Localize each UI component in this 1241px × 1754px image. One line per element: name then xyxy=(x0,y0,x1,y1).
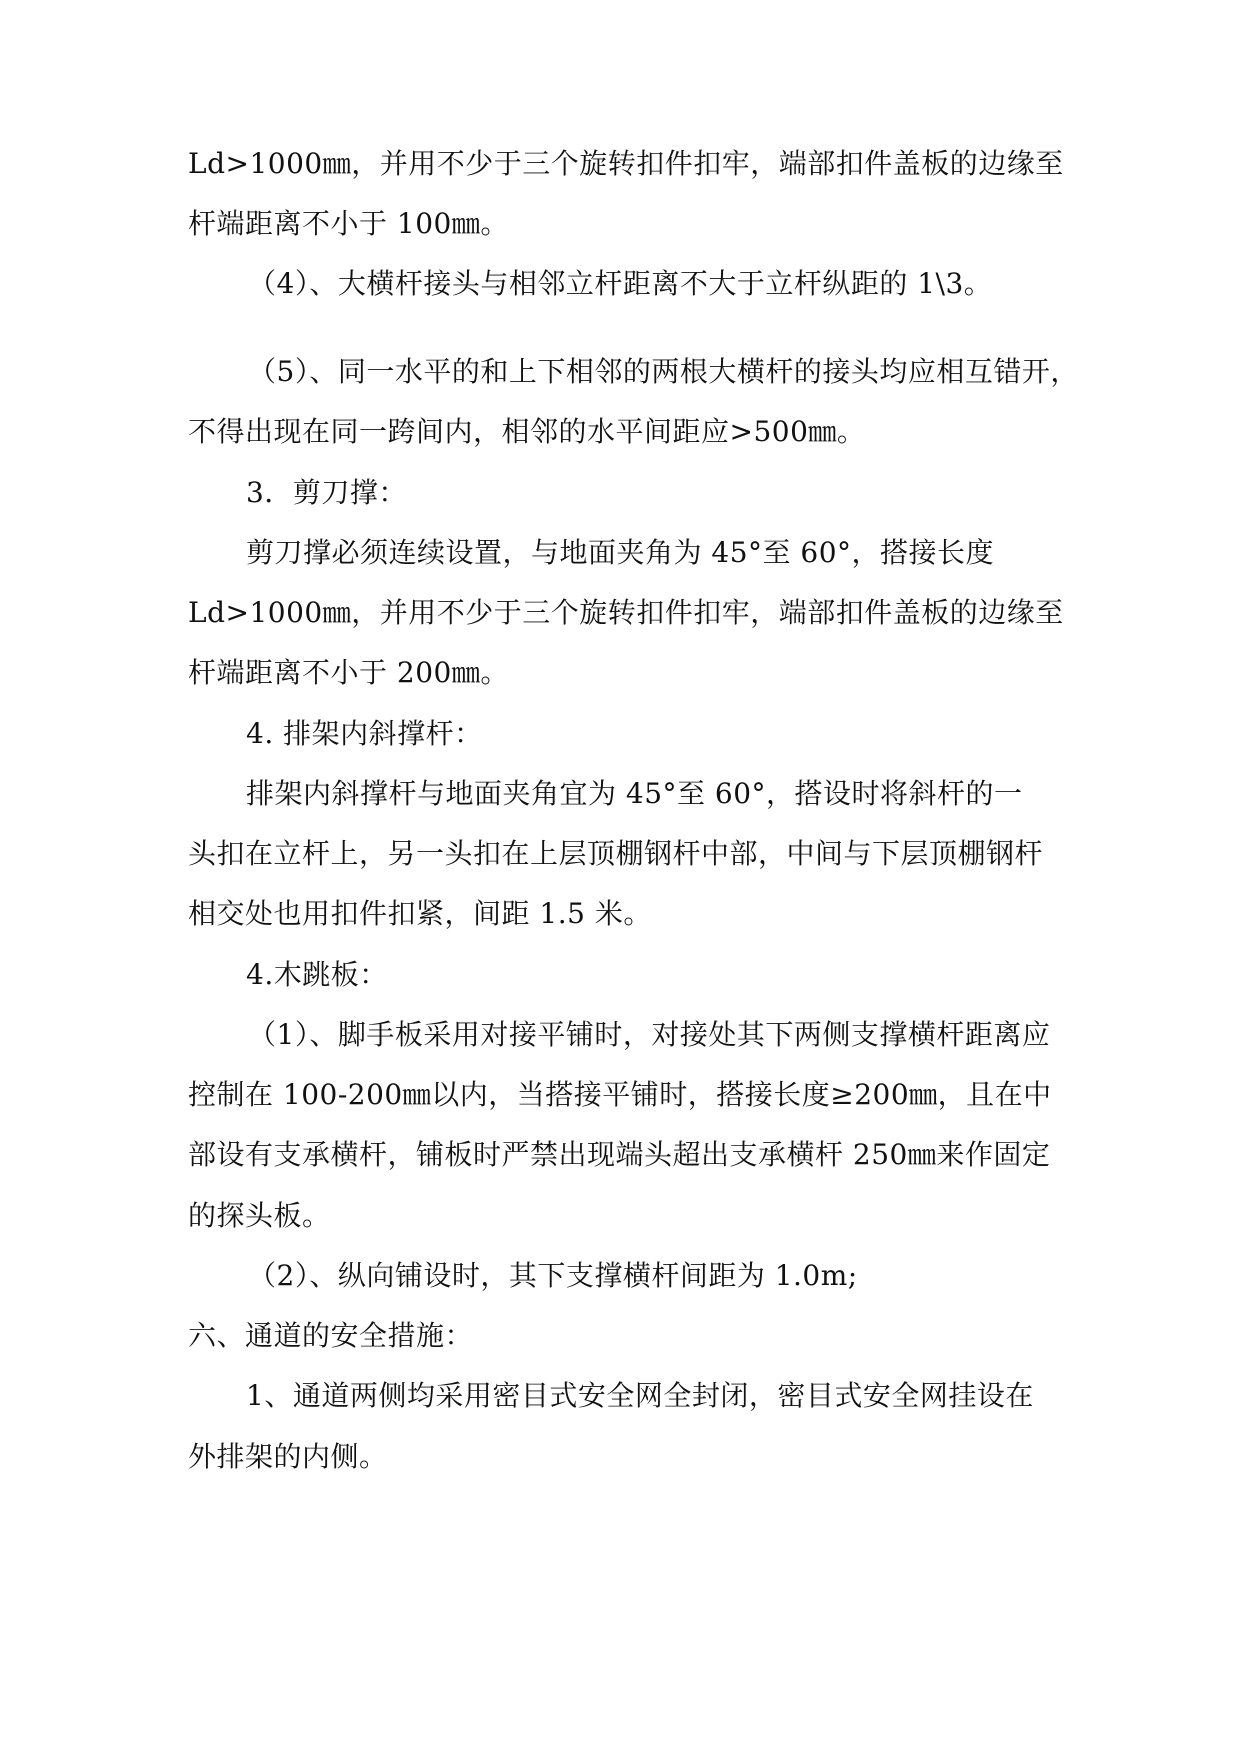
paragraph-line: Ld>1000㎜，并用不少于三个旋转扣件扣牢，端部扣件盖板的边缘至 xyxy=(188,596,1064,629)
paragraph-line: 排架内斜撑杆与地面夹角宜为 45°至 60°，搭设时将斜杆的一 xyxy=(246,777,1023,810)
paragraph-line: 不得出现在同一跨间内，相邻的水平间距应>500㎜。 xyxy=(188,415,866,448)
paragraph-line: 的探头板。 xyxy=(188,1199,331,1232)
paragraph-line: 剪刀撑必须连续设置，与地面夹角为 45°至 60°，搭接长度 xyxy=(246,536,995,569)
paragraph-line: 头扣在立杆上，另一头扣在上层顶棚钢杆中部，中间与下层顶棚钢杆 xyxy=(188,837,1044,870)
list-item-4: （4）、大横杆接头与相邻立杆距离不大于立杆纵距的 1\3。 xyxy=(248,267,993,300)
paragraph-line: 部设有支承横杆，铺板时严禁出现端头超出支承横杆 250㎜来作固定 xyxy=(188,1138,1051,1171)
paragraph-line: 1、通道两侧均采用密目式安全网全封闭，密目式安全网挂设在 xyxy=(246,1379,1034,1412)
section-heading-scaffold-board: 4.木跳板： xyxy=(246,958,388,991)
paragraph-line: Ld>1000㎜，并用不少于三个旋转扣件扣牢，端部扣件盖板的边缘至 xyxy=(188,147,1064,180)
section-heading-scissor-brace: 3．剪刀撑： xyxy=(246,476,407,509)
paragraph-line: 杆端距离不小于 200㎜。 xyxy=(188,656,509,689)
paragraph-line: 控制在 100-200㎜以内，当搭接平铺时，搭接长度≥200㎜，且在中 xyxy=(188,1078,1052,1111)
paragraph-line: 相交处也用扣件扣紧，间距 1.5 米。 xyxy=(188,897,652,930)
paragraph-line: 杆端距离不小于 100㎜。 xyxy=(188,207,509,240)
list-item-1: （1）、脚手板采用对接平铺时，对接处其下两侧支撑横杆距离应 xyxy=(248,1018,1051,1051)
list-item-5: （5）、同一水平的和上下相邻的两根大横杆的接头均应相互错开， xyxy=(248,355,1079,388)
paragraph-line: 外排架的内侧。 xyxy=(188,1440,388,1473)
list-item-2: （2）、纵向铺设时，其下支撑横杆间距为 1.0m; xyxy=(248,1259,858,1292)
section-heading-passage-safety: 六、通道的安全措施： xyxy=(188,1319,474,1352)
section-heading-diagonal-brace: 4. 排架内斜撑杆： xyxy=(246,717,483,750)
